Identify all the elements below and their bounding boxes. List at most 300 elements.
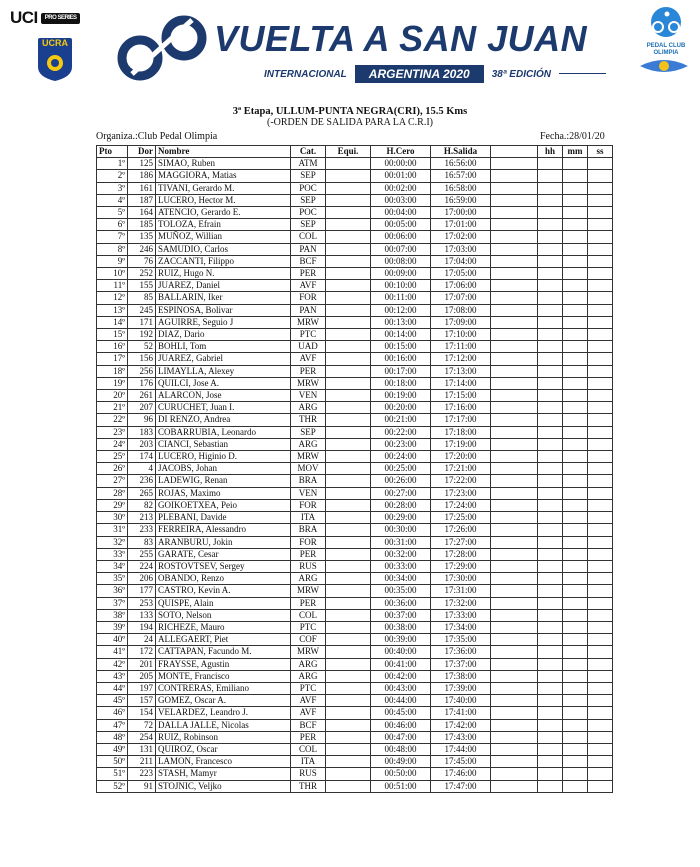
rider-start-time: 17:03:00	[431, 243, 491, 255]
ss-cell	[588, 414, 613, 426]
table-row	[97, 646, 613, 658]
rider-equi-cell	[326, 780, 371, 792]
table-row	[97, 475, 613, 487]
rider-team: BRA	[291, 524, 326, 536]
rider-position: 20º	[97, 390, 128, 402]
rider-zero-time: 00:37:00	[371, 609, 431, 621]
organizer-text: Organiza.:Club Pedal Olimpia	[96, 131, 218, 142]
rider-team: MRW	[291, 646, 326, 658]
pedal-club-olimpia-logo	[643, 6, 689, 57]
rider-name: CONTRERAS, Emiliano	[156, 682, 291, 694]
blank-cell	[491, 402, 538, 414]
rider-name: BOHLI, Tom	[156, 341, 291, 353]
rider-bib: 171	[128, 316, 156, 328]
rider-start-time: 17:12:00	[431, 353, 491, 365]
ss-cell	[588, 341, 613, 353]
ucra-label: UCRA	[38, 38, 72, 49]
club-logo-text: PEDAL CLUB OLIMPIA	[646, 43, 686, 56]
rider-start-time: 17:45:00	[431, 756, 491, 768]
table-row	[97, 377, 613, 389]
mm-cell	[563, 743, 588, 755]
ss-cell	[588, 426, 613, 438]
rider-bib: 24	[128, 634, 156, 646]
rider-zero-time: 00:16:00	[371, 353, 431, 365]
table-row	[97, 597, 613, 609]
rider-start-time: 17:25:00	[431, 512, 491, 524]
rider-zero-time: 00:04:00	[371, 207, 431, 219]
rider-zero-time: 00:47:00	[371, 731, 431, 743]
rider-equi-cell	[326, 768, 371, 780]
table-row	[97, 243, 613, 255]
table-row	[97, 304, 613, 316]
rider-start-time: 17:30:00	[431, 573, 491, 585]
blank-cell	[491, 585, 538, 597]
ss-cell	[588, 487, 613, 499]
rider-name: ARANBURU, Jokin	[156, 536, 291, 548]
rider-position: 47º	[97, 719, 128, 731]
rider-zero-time: 00:26:00	[371, 475, 431, 487]
table-row	[97, 573, 613, 585]
rider-zero-time: 00:11:00	[371, 292, 431, 304]
ss-cell	[588, 390, 613, 402]
rider-name: STOJNIC, Veljko	[156, 780, 291, 792]
rider-position: 5º	[97, 207, 128, 219]
rider-zero-time: 00:13:00	[371, 316, 431, 328]
rider-zero-time: 00:14:00	[371, 329, 431, 341]
rider-position: 33º	[97, 548, 128, 560]
rider-name: LUCERO, Hector M.	[156, 194, 291, 206]
mm-cell	[563, 585, 588, 597]
rider-start-time: 17:16:00	[431, 402, 491, 414]
blank-cell	[491, 560, 538, 572]
rider-team: MRW	[291, 316, 326, 328]
table-row	[97, 158, 613, 170]
rider-start-time: 17:06:00	[431, 280, 491, 292]
blank-cell	[491, 475, 538, 487]
rider-name: RUIZ, Robinson	[156, 731, 291, 743]
rider-position: 14º	[97, 316, 128, 328]
hh-cell	[538, 438, 563, 450]
rider-position: 48º	[97, 731, 128, 743]
mm-cell	[563, 670, 588, 682]
rider-start-time: 17:27:00	[431, 536, 491, 548]
rider-start-time: 17:33:00	[431, 609, 491, 621]
rider-team: BRA	[291, 475, 326, 487]
table-row	[97, 463, 613, 475]
hh-cell	[538, 292, 563, 304]
rider-name: TIVANI, Gerardo M.	[156, 182, 291, 194]
ss-cell	[588, 646, 613, 658]
rider-start-time: 17:42:00	[431, 719, 491, 731]
rider-name: OBANDO, Renzo	[156, 573, 291, 585]
rider-bib: 133	[128, 609, 156, 621]
rider-zero-time: 00:45:00	[371, 707, 431, 719]
rider-bib: 246	[128, 243, 156, 255]
blank-cell	[491, 756, 538, 768]
rider-bib: 213	[128, 512, 156, 524]
rider-name: ATENCIO, Gerardo E.	[156, 207, 291, 219]
rider-zero-time: 00:33:00	[371, 560, 431, 572]
hh-cell	[538, 341, 563, 353]
blank-cell	[491, 719, 538, 731]
blank-cell	[491, 743, 538, 755]
blank-cell	[491, 634, 538, 646]
blank-cell	[491, 158, 538, 170]
rider-bib: 4	[128, 463, 156, 475]
table-row	[97, 695, 613, 707]
rider-name: SOTO, Nelson	[156, 609, 291, 621]
rider-team: MRW	[291, 377, 326, 389]
rider-equi-cell	[326, 536, 371, 548]
rider-name: CASTRO, Kevin A.	[156, 585, 291, 597]
rider-start-time: 17:14:00	[431, 377, 491, 389]
rider-bib: 187	[128, 194, 156, 206]
rider-position: 31º	[97, 524, 128, 536]
blank-cell	[491, 231, 538, 243]
hh-cell	[538, 695, 563, 707]
table-row	[97, 341, 613, 353]
hh-cell	[538, 316, 563, 328]
blank-cell	[491, 438, 538, 450]
mm-cell	[563, 207, 588, 219]
rider-name: GOMEZ, Oscar A.	[156, 695, 291, 707]
rider-start-time: 17:04:00	[431, 255, 491, 267]
rider-equi-cell	[326, 329, 371, 341]
rider-name: LAMON, Francesco	[156, 756, 291, 768]
rider-zero-time: 00:42:00	[371, 670, 431, 682]
table-row	[97, 365, 613, 377]
rider-team: VEN	[291, 487, 326, 499]
hh-cell	[538, 487, 563, 499]
ss-cell	[588, 438, 613, 450]
table-row	[97, 219, 613, 231]
rider-team: ITA	[291, 512, 326, 524]
table-row	[97, 231, 613, 243]
rider-position: 18º	[97, 365, 128, 377]
rider-name: ESPINOSA, Bolivar	[156, 304, 291, 316]
mm-cell	[563, 182, 588, 194]
rider-equi-cell	[326, 451, 371, 463]
blank-cell	[491, 524, 538, 536]
mm-cell	[563, 524, 588, 536]
rider-zero-time: 00:01:00	[371, 170, 431, 182]
rider-bib: 192	[128, 329, 156, 341]
table-row	[97, 621, 613, 633]
ss-cell	[588, 280, 613, 292]
rider-team: PER	[291, 731, 326, 743]
rider-position: 32º	[97, 536, 128, 548]
rider-bib: 96	[128, 414, 156, 426]
ss-cell	[588, 158, 613, 170]
table-body	[97, 158, 613, 793]
rider-position: 42º	[97, 658, 128, 670]
blank-cell	[491, 316, 538, 328]
mm-cell	[563, 463, 588, 475]
rider-position: 11º	[97, 280, 128, 292]
rider-equi-cell	[326, 609, 371, 621]
ss-cell	[588, 524, 613, 536]
hh-cell	[538, 682, 563, 694]
rider-bib: 72	[128, 719, 156, 731]
rider-start-time: 17:47:00	[431, 780, 491, 792]
rider-position: 19º	[97, 377, 128, 389]
rider-position: 34º	[97, 560, 128, 572]
rider-start-time: 17:44:00	[431, 743, 491, 755]
rider-equi-cell	[326, 719, 371, 731]
mm-cell	[563, 243, 588, 255]
hh-cell	[538, 194, 563, 206]
col-header-equi: Equi.	[326, 146, 371, 158]
table-row	[97, 268, 613, 280]
rider-position: 30º	[97, 512, 128, 524]
rider-equi-cell	[326, 231, 371, 243]
mm-cell	[563, 268, 588, 280]
rider-team: AVF	[291, 353, 326, 365]
rider-zero-time: 00:22:00	[371, 426, 431, 438]
hh-cell	[538, 756, 563, 768]
ss-cell	[588, 634, 613, 646]
mm-cell	[563, 255, 588, 267]
ss-cell	[588, 170, 613, 182]
rider-zero-time: 00:06:00	[371, 231, 431, 243]
rider-start-time: 17:46:00	[431, 768, 491, 780]
rider-name: COBARRUBIA, Leonardo	[156, 426, 291, 438]
rider-start-time: 17:40:00	[431, 695, 491, 707]
rider-bib: 131	[128, 743, 156, 755]
hh-cell	[538, 182, 563, 194]
rider-name: JUAREZ, Daniel	[156, 280, 291, 292]
hh-cell	[538, 377, 563, 389]
rider-position: 2º	[97, 170, 128, 182]
mm-cell	[563, 292, 588, 304]
mm-cell	[563, 231, 588, 243]
rider-bib: 82	[128, 499, 156, 511]
rider-equi-cell	[326, 158, 371, 170]
rider-zero-time: 00:18:00	[371, 377, 431, 389]
ss-cell	[588, 463, 613, 475]
rider-name: ROJAS, Maximo	[156, 487, 291, 499]
rider-position: 27º	[97, 475, 128, 487]
rider-team: ARG	[291, 573, 326, 585]
mm-cell	[563, 512, 588, 524]
table-row	[97, 353, 613, 365]
rider-position: 10º	[97, 268, 128, 280]
blank-cell	[491, 451, 538, 463]
table-row	[97, 524, 613, 536]
rider-zero-time: 00:51:00	[371, 780, 431, 792]
hh-cell	[538, 280, 563, 292]
rider-name: ZACCANTI, Filippo	[156, 255, 291, 267]
rider-position: 6º	[97, 219, 128, 231]
mm-cell	[563, 597, 588, 609]
rider-team: COL	[291, 231, 326, 243]
ss-cell	[588, 182, 613, 194]
blank-cell	[491, 463, 538, 475]
rider-bib: 85	[128, 292, 156, 304]
rider-zero-time: 00:07:00	[371, 243, 431, 255]
rider-start-time: 17:17:00	[431, 414, 491, 426]
rider-bib: 161	[128, 182, 156, 194]
blank-cell	[491, 255, 538, 267]
rider-name: LADEWIG, Renan	[156, 475, 291, 487]
ss-cell	[588, 304, 613, 316]
blank-cell	[491, 768, 538, 780]
hh-cell	[538, 414, 563, 426]
rider-name: CURUCHET, Juan I.	[156, 402, 291, 414]
ss-cell	[588, 231, 613, 243]
rider-equi-cell	[326, 731, 371, 743]
ss-cell	[588, 475, 613, 487]
ss-cell	[588, 243, 613, 255]
rider-position: 37º	[97, 597, 128, 609]
blank-cell	[491, 353, 538, 365]
rider-equi-cell	[326, 756, 371, 768]
blank-cell	[491, 426, 538, 438]
rider-team: PER	[291, 268, 326, 280]
rider-zero-time: 00:36:00	[371, 597, 431, 609]
rider-name: DIAZ, Dario	[156, 329, 291, 341]
hh-cell	[538, 768, 563, 780]
rider-team: PTC	[291, 329, 326, 341]
rider-start-time: 17:24:00	[431, 499, 491, 511]
mm-cell	[563, 573, 588, 585]
rider-team: PER	[291, 548, 326, 560]
rider-start-time: 17:18:00	[431, 426, 491, 438]
hh-cell	[538, 353, 563, 365]
hh-cell	[538, 780, 563, 792]
rider-name: JUAREZ, Gabriel	[156, 353, 291, 365]
table-row	[97, 512, 613, 524]
rider-name: CATTAPAN, Facundo M.	[156, 646, 291, 658]
rider-bib: 261	[128, 390, 156, 402]
argentina-label: ARGENTINA 2020	[355, 65, 484, 83]
rider-equi-cell	[326, 414, 371, 426]
ss-cell	[588, 585, 613, 597]
table-row	[97, 292, 613, 304]
rider-zero-time: 00:02:00	[371, 182, 431, 194]
rider-bib: 183	[128, 426, 156, 438]
ss-cell	[588, 292, 613, 304]
rider-name: STASH, Mamyr	[156, 768, 291, 780]
ss-cell	[588, 377, 613, 389]
rider-team: FOR	[291, 499, 326, 511]
mm-cell	[563, 280, 588, 292]
internacional-label: INTERNACIONAL	[256, 69, 355, 80]
blank-cell	[491, 341, 538, 353]
ss-cell	[588, 756, 613, 768]
rider-bib: 236	[128, 475, 156, 487]
hh-cell	[538, 524, 563, 536]
ss-cell	[588, 194, 613, 206]
rider-zero-time: 00:38:00	[371, 621, 431, 633]
table-header-row	[97, 146, 613, 158]
rider-start-time: 17:02:00	[431, 231, 491, 243]
col-header-mm: mm	[563, 146, 588, 158]
rider-bib: 203	[128, 438, 156, 450]
mm-cell	[563, 682, 588, 694]
ss-cell	[588, 219, 613, 231]
col-header-cat: Cat.	[291, 146, 326, 158]
rider-team: AVF	[291, 695, 326, 707]
ss-cell	[588, 560, 613, 572]
edicion-label: 38ª EDICIÓN	[484, 69, 559, 80]
event-title: VUELTA A SAN JUAN	[214, 18, 588, 59]
table-row	[97, 719, 613, 731]
rider-zero-time: 00:35:00	[371, 585, 431, 597]
table-row	[97, 170, 613, 182]
mm-cell	[563, 316, 588, 328]
rider-start-time: 17:41:00	[431, 707, 491, 719]
mm-cell	[563, 426, 588, 438]
rider-name: LUCERO, Higinio D.	[156, 451, 291, 463]
mm-cell	[563, 390, 588, 402]
rider-name: SAMUDIO, Carlos	[156, 243, 291, 255]
rider-zero-time: 00:34:00	[371, 573, 431, 585]
rider-bib: 83	[128, 536, 156, 548]
rider-equi-cell	[326, 463, 371, 475]
rider-equi-cell	[326, 670, 371, 682]
mm-cell	[563, 402, 588, 414]
blank-cell	[491, 670, 538, 682]
rider-zero-time: 00:21:00	[371, 414, 431, 426]
col-header-pto: Pto	[97, 146, 128, 158]
rider-position: 41º	[97, 646, 128, 658]
mm-cell	[563, 536, 588, 548]
ss-cell	[588, 682, 613, 694]
rider-name: TOLOZA, Efrain	[156, 219, 291, 231]
rider-zero-time: 00:44:00	[371, 695, 431, 707]
ss-cell	[588, 499, 613, 511]
rider-position: 15º	[97, 329, 128, 341]
rider-bib: 76	[128, 255, 156, 267]
rider-equi-cell	[326, 390, 371, 402]
rider-start-time: 17:11:00	[431, 341, 491, 353]
rider-bib: 201	[128, 658, 156, 670]
mm-cell	[563, 621, 588, 633]
cyclist-icon	[643, 6, 689, 38]
ss-cell	[588, 695, 613, 707]
rider-zero-time: 00:30:00	[371, 524, 431, 536]
mm-cell	[563, 475, 588, 487]
rider-equi-cell	[326, 512, 371, 524]
rider-start-time: 17:09:00	[431, 316, 491, 328]
rider-position: 40º	[97, 634, 128, 646]
rider-equi-cell	[326, 487, 371, 499]
rider-bib: 233	[128, 524, 156, 536]
rider-name: JACOBS, Johan	[156, 463, 291, 475]
rider-name: ROSTOVTSEV, Sergey	[156, 560, 291, 572]
stage-subtitle: (-ORDEN DE SALIDA PARA LA C.R.I)	[266, 117, 434, 128]
blank-cell	[491, 499, 538, 511]
rider-bib: 255	[128, 548, 156, 560]
vuelta-swoosh-logo-icon	[112, 12, 212, 82]
mm-cell	[563, 658, 588, 670]
rider-start-time: 16:59:00	[431, 194, 491, 206]
rider-team: PTC	[291, 682, 326, 694]
rider-equi-cell	[326, 280, 371, 292]
rider-name: GOIKOETXEA, Peio	[156, 499, 291, 511]
hh-cell	[538, 670, 563, 682]
mm-cell	[563, 780, 588, 792]
col-header-hcero: H.Cero	[371, 146, 431, 158]
mm-cell	[563, 487, 588, 499]
rider-name: QUILCI, Jose A.	[156, 377, 291, 389]
rider-zero-time: 00:15:00	[371, 341, 431, 353]
mm-cell	[563, 695, 588, 707]
rider-start-time: 17:36:00	[431, 646, 491, 658]
ucra-shield-icon	[38, 38, 72, 82]
rider-name: VELARDEZ, Leandro J.	[156, 707, 291, 719]
